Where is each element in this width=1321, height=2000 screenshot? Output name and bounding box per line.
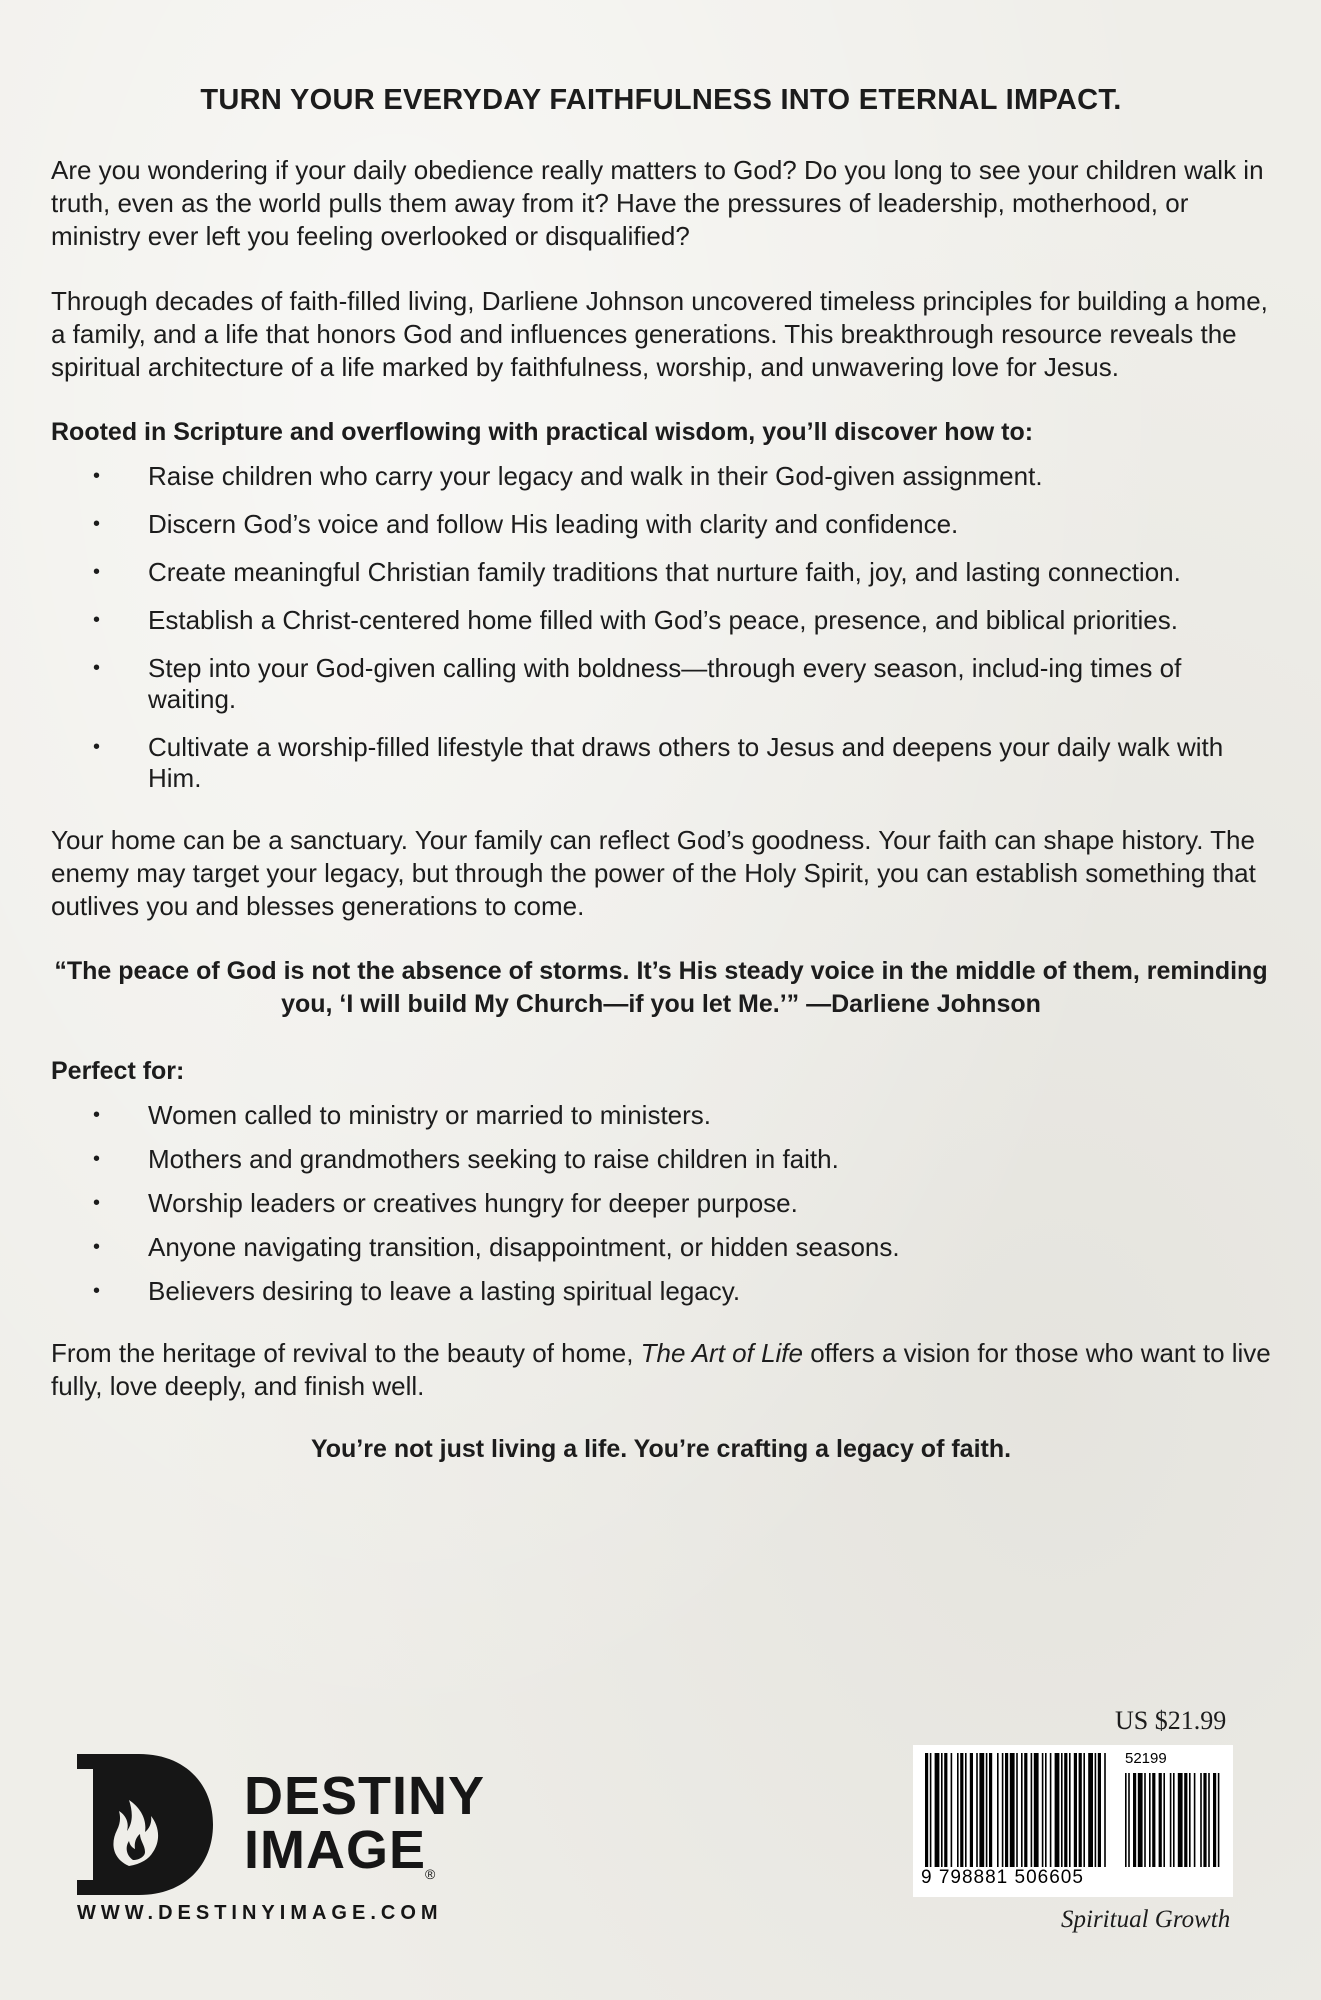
category-label: Spiritual Growth [1061,1906,1231,1933]
barcode-bar [1050,1753,1052,1867]
list-item: • Anyone navigating transition, disappointment, or hidden seasons. [51,1232,1271,1263]
back-cover-copy [51,84,1271,1464]
list-item: • Worship leaders or creatives hungry for deeper purpose. [51,1188,1271,1219]
list-item: • Mothers and grandmothers seeking to raise children in faith. [51,1144,1271,1175]
isbn-digits: 9 798881 506605 [921,1867,1084,1888]
list-item: • Believers desiring to leave a lasting spiritual legacy. [51,1276,1271,1307]
barcode-bar [1034,1753,1039,1867]
barcode-bar [1016,1753,1018,1867]
barcode-bar [1079,1753,1082,1867]
barcode-bar [1064,1753,1067,1867]
barcode-addon-bar [1138,1773,1143,1867]
list-item: • Raise children who carry your legacy and walk in their God-given assignment. [51,461,1271,492]
headline: TURN YOUR EVERYDAY FAITHFULNESS INTO ETERNAL IMPACT. [200,84,1122,116]
heritage-text-before: From the heritage of revival to the beauty of home, [51,1338,641,1368]
barcode-addon-bar [1144,1773,1146,1867]
barcode-addon-bar [1189,1773,1191,1867]
barcode-addon-bar [1159,1773,1162,1867]
list-item: • Step into your God-given calling with boldness—through every season, includ-ing times of waiting. [51,653,1271,715]
price-label: US $21.99 [1115,1706,1227,1735]
sanctuary-paragraph: Your home can be a sanctuary. Your family can reflect God’s goodness. Your faith can shape history. The enemy may target your legacy, but through the power of the Holy Spirit, you can establish something that outlives you and blesses generations to come. [51,825,1256,921]
barcode-bar [1061,1753,1063,1867]
book-title: The Art of Life [640,1338,803,1368]
discover-lead: Rooted in Scripture and overflowing with practical wisdom, you’ll discover how to: [51,418,1034,446]
barcode-bar [1083,1753,1085,1867]
barcode-price-code: 52199 [1125,1750,1167,1767]
list-item: • Women called to ministry or married to ministers. [51,1100,1271,1131]
barcode-bar [1095,1753,1097,1867]
perfect-for-list [51,1100,1271,1307]
barcode-bar [925,1753,928,1867]
barcode-bar [951,1753,953,1867]
barcode-addon-bar [1133,1773,1136,1867]
perfect-for-lead: Perfect for: [51,1057,185,1085]
publisher-name-line1: DESTINY [244,1766,486,1826]
barcode-addon-bar [1170,1773,1172,1867]
barcode-bar [989,1753,992,1867]
publisher-name [244,1766,486,1880]
barcode-addon-bar [1173,1773,1175,1867]
barcode-addon-bar [1194,1773,1196,1867]
barcode-bar [935,1753,940,1867]
author-quote: “The peace of God is not the absence of storms. It’s His steady voice in the middle of them, reminding you, ‘I will build My Church—if you let Me.’” —Darliene Johnson [54,957,1268,1018]
barcode-addon-bar [1178,1773,1183,1867]
barcode-bar [960,1753,963,1867]
barcode-addon-bar [1163,1773,1165,1867]
barcode-bar [1098,1753,1101,1867]
barcode-addon-bar [1208,1773,1210,1867]
barcode-bar [1055,1753,1060,1867]
barcode-bar [976,1753,978,1867]
barcode-bar [944,1753,947,1867]
barcode-bar [1002,1753,1004,1867]
barcode-bar [1069,1753,1071,1867]
barcode-addon-bar [1149,1773,1151,1867]
barcode-bar [1021,1753,1023,1867]
flame-d-logo-icon [77,1754,213,1895]
barcode-bar [970,1753,973,1867]
barcode-bar [1074,1753,1077,1867]
list-item: • Establish a Christ-centered home filled with God’s peace, presence, and biblical priorities. [51,605,1271,636]
barcode-bar [1042,1753,1044,1867]
barcode-bar [957,1753,959,1867]
heritage-text-after: offers a vision for those who want to live fully, love deeply, and finish well. [51,1338,1271,1401]
body-paragraph: Through decades of faith-filled living, Darliene Johnson uncovered timeless principles for building a home, a family, and a life that honors God and influences generations. This breakthrough resource reveals the spiritual architecture of a life marked by faithfulness, worship, and unwavering love for Jesus. [51,286,1268,382]
intro-paragraph: Are you wondering if your daily obedience really matters to God? Do you long to see your children walk in truth, even as the world pulls them away from it? Have the pressures of leadership, motherhood, or ministry ever left you feeling overlooked or disqualified? [51,155,1264,251]
barcode-addon-bar [1203,1773,1206,1867]
barcode-bar [979,1753,984,1867]
closing-line: You’re not just living a life. You’re crafting a legacy of faith. [310,1435,1012,1463]
barcode-bar [997,1753,999,1867]
barcode-addon-bar [1218,1773,1220,1867]
barcode-bar [1104,1753,1106,1867]
barcode-bar [930,1753,932,1867]
publisher-name-line2: IMAGE [244,1820,427,1880]
barcode-addon-bar [1184,1773,1187,1867]
barcode-bar [1024,1753,1027,1867]
list-item: • Create meaningful Christian family traditions that nurture faith, joy, and lasting connection. [51,557,1271,588]
barcode-bar [1005,1753,1008,1867]
barcode-addon-bar [1152,1773,1155,1867]
barcode-bar [965,1753,967,1867]
publisher-url: WWW.DESTINYIMAGE.COM [77,1902,443,1924]
list-item: • Cultivate a worship-filled lifestyle that draws others to Jesus and deepens your daily walk with Him. [51,732,1271,794]
barcode-addon-bar [1128,1773,1130,1867]
barcode-bar [986,1753,988,1867]
barcode-addon-bar [1125,1773,1127,1867]
barcode-addon-bar [1200,1773,1202,1867]
discover-list [51,461,1271,794]
barcode-bar [1031,1753,1033,1867]
list-item: • Discern God’s voice and follow His leading with clarity and confidence. [51,509,1271,540]
barcode-bar [1088,1753,1093,1867]
barcode-bar [1010,1753,1015,1867]
barcode-bar [1045,1753,1047,1867]
heritage-paragraph [51,1337,1271,1403]
barcode-addon-bar [1213,1773,1216,1867]
registered-mark: ® [425,1866,436,1882]
barcode-bar [941,1753,943,1867]
